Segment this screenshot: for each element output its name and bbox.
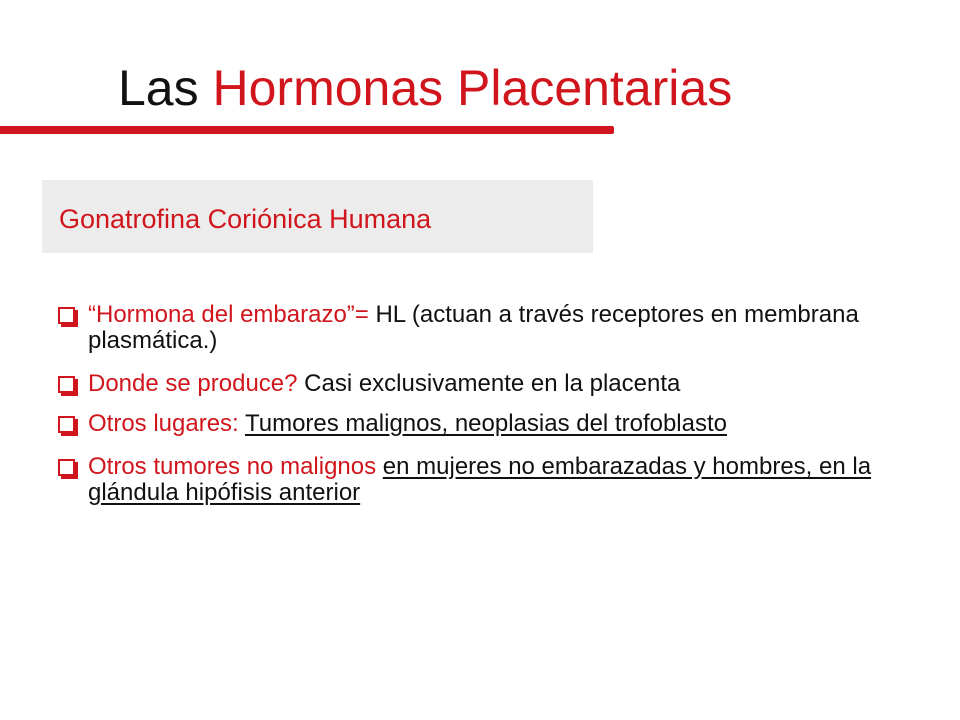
subtitle: Gonatrofina Coriónica Humana: [59, 204, 432, 234]
checkbox-icon: [58, 459, 75, 476]
bullet-label: Donde se produce?: [88, 370, 298, 397]
title-underline-rule: [0, 126, 614, 134]
slide-title: [118, 58, 732, 118]
checkbox-icon: [58, 416, 75, 433]
bullet-label: “Hormona del embarazo”=: [88, 301, 369, 328]
checkbox-icon: [58, 376, 75, 393]
bullet-item: [58, 371, 908, 397]
title-prefix: Las: [118, 60, 213, 116]
bullet-item: [58, 302, 908, 354]
bullet-list: [58, 302, 908, 523]
bullet-label: Otros tumores no malignos: [88, 453, 377, 480]
bullet-underlined-text: Tumores malignos, neoplasias del trofoblasto: [244, 410, 727, 437]
bullet-item: [58, 454, 908, 506]
bullet-text: Casi exclusivamente en la placenta: [297, 370, 681, 397]
bullet-underlined-text: en mujeres no embarazadas y hombres, en la glándula hipófisis anterior: [88, 453, 872, 506]
checkbox-icon: [58, 307, 75, 324]
bullet-label: Otros lugares:: [88, 410, 239, 437]
title-highlight: Hormonas Placentarias: [212, 60, 733, 116]
bullet-item: [58, 411, 908, 437]
bullet-text: HL (actuan a través receptores en membrana plasmática.): [88, 301, 859, 354]
subtitle-box: [42, 180, 593, 253]
